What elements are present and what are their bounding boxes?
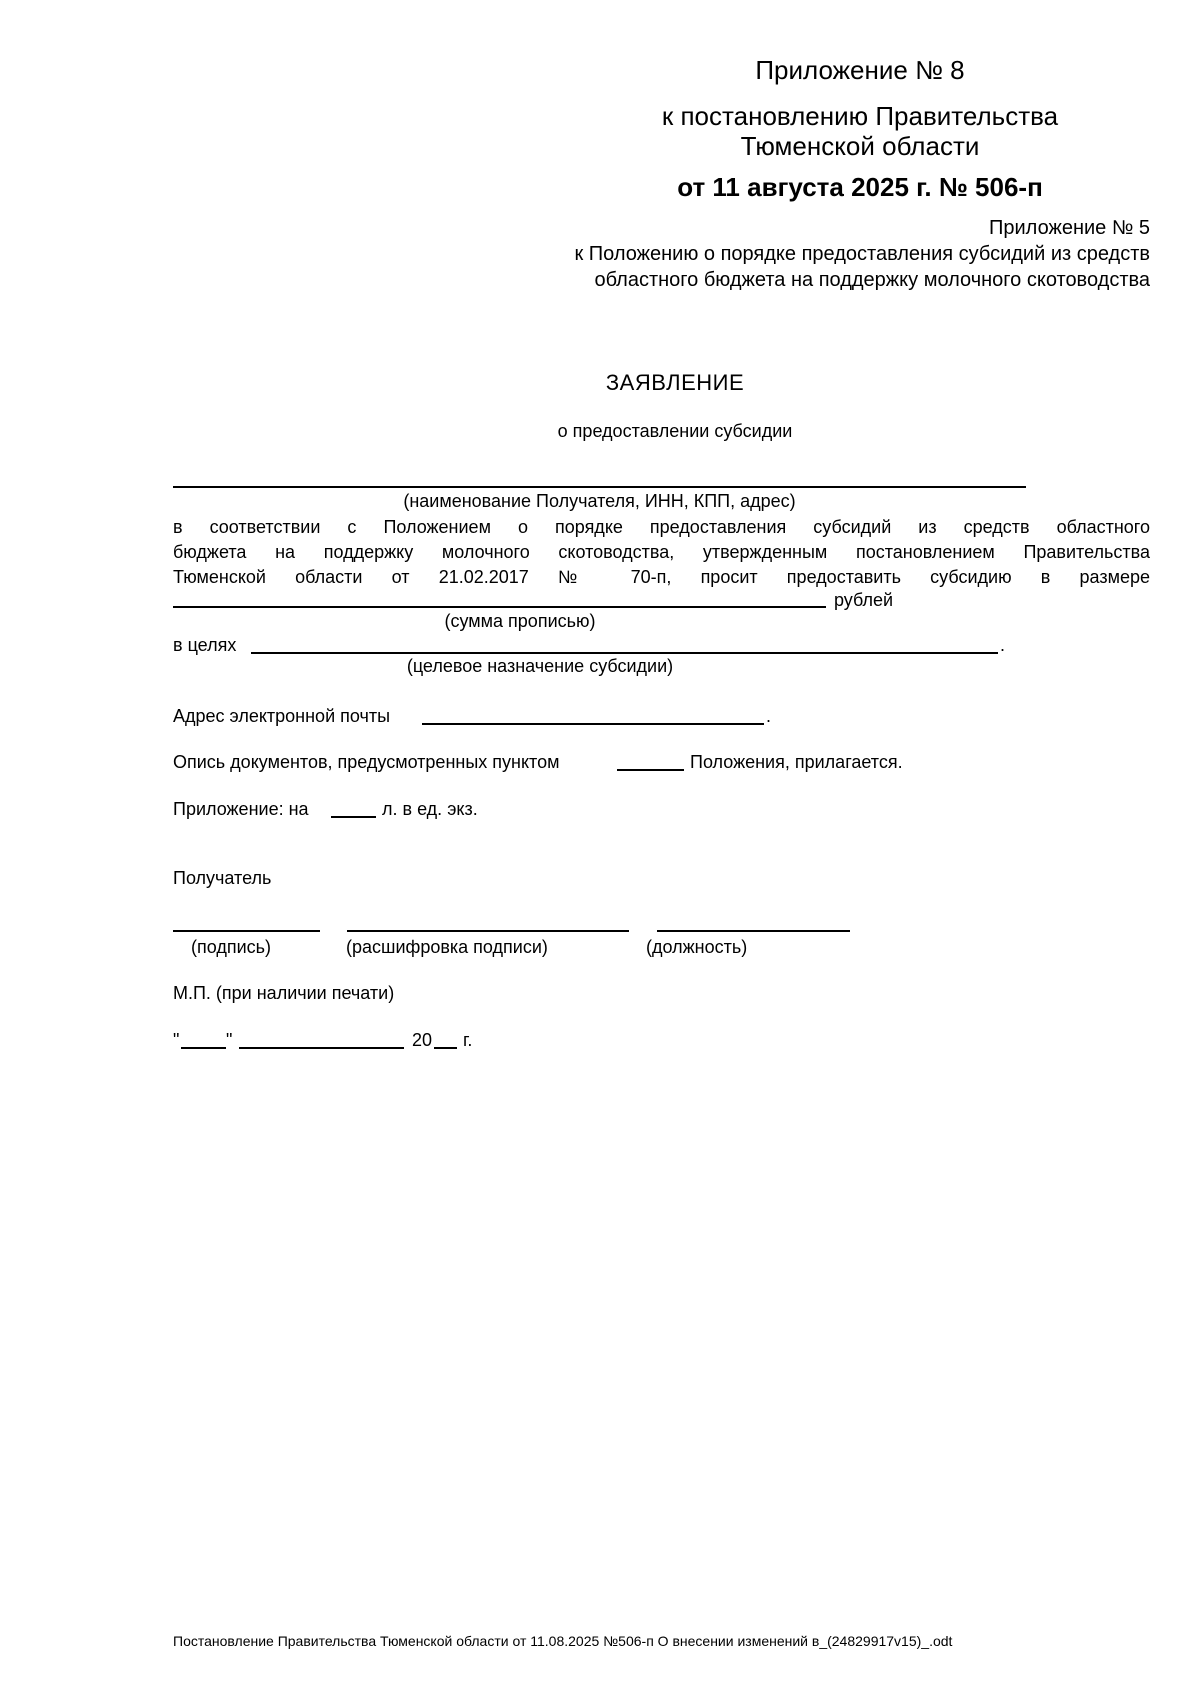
date-quote-open: " [173, 1030, 180, 1050]
docs-label: Опись документов, предусмотренных пунктом [173, 752, 560, 772]
amount-caption: (сумма прописью) [444, 611, 596, 631]
regulation-line-1: к Положению о порядке предоставления субсидий из средств [574, 243, 1150, 265]
date-day-field-line[interactable] [181, 1047, 226, 1049]
date-month-field-line[interactable] [239, 1047, 404, 1049]
seal-note: М.П. (при наличии печати) [173, 983, 395, 1003]
purpose-field-line[interactable] [251, 652, 998, 654]
email-period: . [766, 706, 772, 726]
decree-line-2: Тюменской области [740, 131, 980, 161]
recipient-caption: (наименование Получателя, ИНН, КПП, адрес) [403, 491, 796, 511]
purpose-period: . [1000, 635, 1006, 655]
document-footer: Постановление Правительства Тюменской области от 11.08.2025 №506-п О внесении изменений в_(24829917v15)_.odt [173, 1633, 953, 1649]
paragraph-line-3: Тюменской области от 21.02.2017 № 70-п, просит предоставить субсидию в размере [173, 567, 1150, 587]
attachment-label: Приложение: на [173, 799, 309, 819]
document-subtitle: о предоставлении субсидии [557, 421, 793, 441]
document-title: ЗАЯВЛЕНИЕ [605, 370, 745, 395]
purpose-label: в целях [173, 635, 237, 655]
signature-decode-field-line[interactable] [347, 930, 629, 932]
rubles-label: рублей [834, 590, 894, 610]
decree-date: от 11 августа 2025 г. № 506-п [677, 172, 1043, 202]
date-year-suffix: г. [463, 1030, 473, 1050]
signature-field-line[interactable] [173, 930, 320, 932]
signature-caption: (подпись) [191, 937, 272, 957]
date-quote-close: " [226, 1030, 233, 1050]
docs-suffix: Положения, прилагается. [690, 752, 903, 772]
recipient-field-line[interactable] [173, 486, 1026, 488]
email-label: Адрес электронной почты [173, 706, 391, 726]
recipient-label: Получатель [173, 868, 272, 888]
regulation-line-2: областного бюджета на поддержку молочного скотоводства [594, 269, 1150, 291]
appendix-5-heading: Приложение № 5 [989, 217, 1150, 239]
date-year-field-line[interactable] [434, 1047, 457, 1049]
appendix-8-heading: Приложение № 8 [755, 55, 965, 85]
amount-field-line[interactable] [173, 606, 826, 608]
attachment-suffix: л. в ед. экз. [382, 799, 478, 819]
email-field-line[interactable] [422, 723, 764, 725]
signature-decode-caption: (расшифровка подписи) [346, 937, 548, 957]
date-year-prefix: 20 [412, 1030, 433, 1050]
paragraph-line-1: в соответствии с Положением о порядке предоставления субсидий из средств областного [173, 517, 1150, 537]
position-field-line[interactable] [657, 930, 850, 932]
decree-line-1: к постановлению Правительства [661, 101, 1059, 131]
position-caption: (должность) [646, 937, 748, 957]
purpose-caption: (целевое назначение субсидии) [406, 656, 674, 676]
attachment-sheets-field-line[interactable] [331, 816, 376, 818]
paragraph-line-2: бюджета на поддержку молочного скотоводства, утвержденным постановлением Правительства [173, 542, 1150, 562]
docs-clause-field-line[interactable] [617, 769, 684, 771]
